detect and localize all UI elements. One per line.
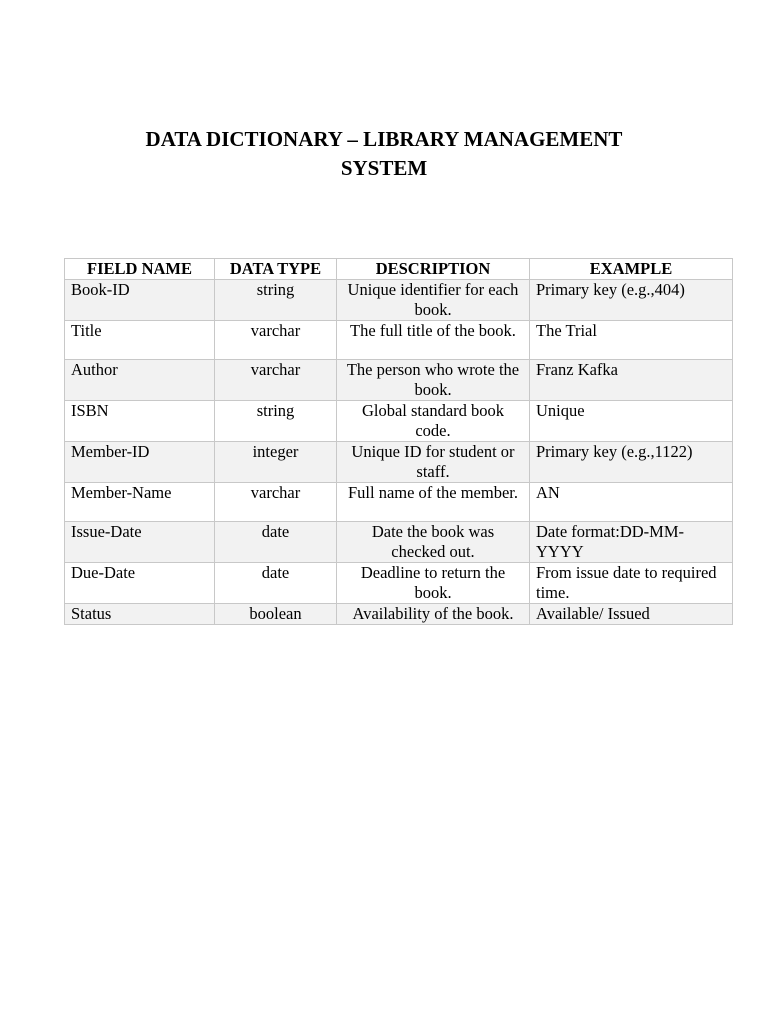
description-cell: The full title of the book. (337, 321, 530, 360)
header-description: DESCRIPTION (337, 259, 530, 280)
data-type-cell: date (215, 522, 337, 563)
example-cell: The Trial (530, 321, 733, 360)
data-type-cell: string (215, 401, 337, 442)
header-example: EXAMPLE (530, 259, 733, 280)
table-row (65, 522, 733, 563)
field-name-cell: ISBN (65, 401, 215, 442)
field-name-cell: Author (65, 360, 215, 401)
example-cell: Franz Kafka (530, 360, 733, 401)
field-name-cell: Member-Name (65, 483, 215, 522)
table-header-row (65, 259, 733, 280)
field-name-cell: Status (65, 604, 215, 625)
example-cell: AN (530, 483, 733, 522)
example-cell: From issue date to required time. (530, 563, 733, 604)
field-name-cell: Book-ID (65, 280, 215, 321)
field-name-cell: Title (65, 321, 215, 360)
data-type-cell: boolean (215, 604, 337, 625)
table-row (65, 401, 733, 442)
data-type-cell: date (215, 563, 337, 604)
table-row (65, 280, 733, 321)
document-title: DATA DICTIONARY – LIBRARY MANAGEMENT SYSTEM (145, 127, 623, 180)
description-cell: Global standard book code. (337, 401, 530, 442)
example-cell: Unique (530, 401, 733, 442)
table-row (65, 442, 733, 483)
data-type-cell: integer (215, 442, 337, 483)
example-cell: Available/ Issued (530, 604, 733, 625)
description-cell: Full name of the member. (337, 483, 530, 522)
example-cell: Date format:DD-MM-YYYY (530, 522, 733, 563)
table-row (65, 321, 733, 360)
example-cell: Primary key (e.g.,404) (530, 280, 733, 321)
data-dictionary-table (64, 258, 733, 625)
data-type-cell: varchar (215, 321, 337, 360)
description-cell: Unique identifier for each book. (337, 280, 530, 321)
table-row (65, 483, 733, 522)
header-field-name: FIELD NAME (65, 259, 215, 280)
data-type-cell: string (215, 280, 337, 321)
table-row (65, 360, 733, 401)
field-name-cell: Member-ID (65, 442, 215, 483)
data-type-cell: varchar (215, 360, 337, 401)
description-cell: Date the book was checked out. (337, 522, 530, 563)
description-cell: Availability of the book. (337, 604, 530, 625)
description-cell: Deadline to return the book. (337, 563, 530, 604)
field-name-cell: Due-Date (65, 563, 215, 604)
header-data-type: DATA TYPE (215, 259, 337, 280)
table-row (65, 604, 733, 625)
description-cell: Unique ID for student or staff. (337, 442, 530, 483)
description-cell: The person who wrote the book. (337, 360, 530, 401)
field-name-cell: Issue-Date (65, 522, 215, 563)
table-row (65, 563, 733, 604)
data-type-cell: varchar (215, 483, 337, 522)
example-cell: Primary key (e.g.,1122) (530, 442, 733, 483)
